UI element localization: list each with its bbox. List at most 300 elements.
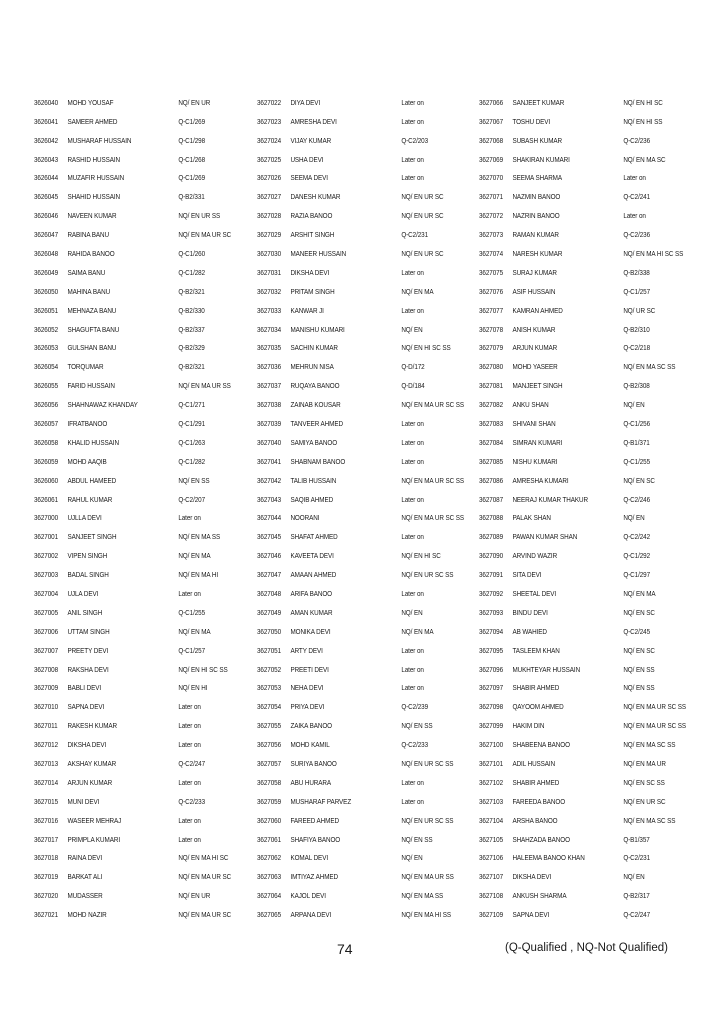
roll-number: 3627089 <box>479 532 504 542</box>
result-status: Q-C2/231 <box>623 853 651 863</box>
result-row <box>34 811 235 830</box>
result-status: Q-C1/268 <box>178 154 206 164</box>
result-row <box>479 301 680 320</box>
result-column-3 <box>479 93 707 924</box>
candidate-name: MOHD AAQIB <box>67 456 107 466</box>
result-row <box>34 93 235 112</box>
candidate-name: MUNI DEVI <box>67 796 100 806</box>
candidate-name: AMAN KUMAR <box>290 607 333 617</box>
candidate-name: SANJEET SINGH <box>67 532 117 542</box>
candidate-name: SURIYA BANOO <box>290 759 337 769</box>
candidate-name: PALAK SHAN <box>512 513 551 523</box>
roll-number: 3627071 <box>479 192 504 202</box>
result-column-1 <box>34 93 262 924</box>
result-row <box>479 849 680 868</box>
result-status: NQ/ EN HI SC SS <box>178 664 228 674</box>
candidate-name: RASHID HUSSAIN <box>67 154 120 164</box>
result-row <box>34 830 235 849</box>
result-status: Later on <box>401 645 424 655</box>
candidate-name: ZAINAB KOUSAR <box>290 400 341 410</box>
candidate-name: BINDU DEVI <box>512 607 548 617</box>
candidate-name: SHAKIRAN KUMARI <box>512 154 570 164</box>
result-status: NQ/ EN SC <box>623 645 655 655</box>
candidate-name: MUDASSER <box>67 891 103 901</box>
result-row <box>257 565 458 584</box>
result-status: Q-B2/331 <box>178 192 205 202</box>
candidate-name: TASLEEM KHAN <box>512 645 560 655</box>
roll-number: 3627077 <box>479 305 504 315</box>
result-status: NQ/ EN UR SC <box>401 248 444 258</box>
roll-number: 3627076 <box>479 286 504 296</box>
result-status: NQ/ EN MA SC <box>623 154 666 164</box>
result-row <box>479 679 680 698</box>
roll-number: 3627026 <box>257 173 282 183</box>
result-row <box>34 584 235 603</box>
result-row <box>257 641 458 660</box>
result-row <box>479 339 680 358</box>
result-status: Q-C2/239 <box>401 702 429 712</box>
result-status: NQ/ EN <box>401 853 423 863</box>
result-status: NQ/ EN MA UR SC <box>178 872 232 882</box>
result-status: Q-B2/338 <box>623 267 650 277</box>
candidate-name: PREETY DEVI <box>67 645 109 655</box>
roll-number: 3627002 <box>34 551 59 561</box>
candidate-name: SAIMA BANU <box>67 267 106 277</box>
result-row <box>257 376 458 395</box>
roll-number: 3627048 <box>257 589 282 598</box>
result-status: Q-C2/247 <box>623 910 651 920</box>
roll-number: 3627085 <box>479 456 504 466</box>
candidate-name: ARJUN KUMAR <box>67 777 113 787</box>
result-row <box>479 225 680 244</box>
roll-number: 3627104 <box>479 815 504 825</box>
roll-number: 3627094 <box>479 626 504 636</box>
roll-number: 3627054 <box>257 702 282 712</box>
roll-number: 3627072 <box>479 211 504 221</box>
result-row <box>257 868 458 887</box>
candidate-name: RAMAN KUMAR <box>512 230 559 240</box>
roll-number: 3627023 <box>257 116 282 126</box>
roll-number: 3627016 <box>34 815 59 825</box>
result-status: NQ/ EN MA UR SC SS <box>623 721 687 731</box>
result-row <box>257 452 458 471</box>
roll-number: 3627018 <box>34 853 59 863</box>
result-status: Later on <box>178 702 201 712</box>
roll-number: 3626045 <box>34 192 59 202</box>
result-row <box>479 546 680 565</box>
roll-number: 3627021 <box>34 910 59 920</box>
roll-number: 3627059 <box>257 796 282 806</box>
result-row <box>257 244 458 263</box>
result-status: Q-C2/246 <box>623 494 651 504</box>
result-row <box>34 735 235 754</box>
roll-number: 3627061 <box>257 834 282 844</box>
result-status: Q-C2/233 <box>401 740 429 750</box>
result-row <box>257 131 458 150</box>
candidate-name: DIKSHA DEVI <box>67 740 107 750</box>
result-row <box>479 660 680 679</box>
candidate-name: TORQUMAR <box>67 362 104 372</box>
result-row <box>479 868 680 887</box>
roll-number: 3627007 <box>34 645 59 655</box>
result-row <box>34 868 235 887</box>
result-status: Later on <box>401 97 424 107</box>
candidate-name: AMRESHA DEVI <box>290 116 337 126</box>
roll-number: 3627042 <box>257 475 282 485</box>
result-status: Later on <box>178 513 201 523</box>
result-status: Q-C2/242 <box>623 532 651 542</box>
result-row <box>479 509 680 528</box>
candidate-name: ANISH KUMAR <box>512 324 556 334</box>
result-status: Q-C1/263 <box>178 437 206 447</box>
roll-number: 3627078 <box>479 324 504 334</box>
roll-number: 3627001 <box>34 532 59 542</box>
candidate-name: ZAIKA BANOO <box>290 721 333 731</box>
candidate-name: UTTAM SINGH <box>67 626 110 636</box>
result-status: Q-C1/269 <box>178 173 206 183</box>
roll-number: 3627057 <box>257 759 282 769</box>
candidate-name: MOHD KAMIL <box>290 740 330 750</box>
candidate-name: MOHD YASEER <box>512 362 558 372</box>
result-row <box>479 716 687 735</box>
result-row <box>257 225 458 244</box>
candidate-name: TALIB HUSSAIN <box>290 475 337 485</box>
result-row <box>257 150 458 169</box>
result-row <box>257 282 458 301</box>
roll-number: 3627097 <box>479 683 504 693</box>
result-row <box>257 698 458 717</box>
candidate-name: ARPANA DEVI <box>290 910 332 920</box>
roll-number: 3627058 <box>257 777 282 787</box>
roll-number: 3627003 <box>34 570 59 580</box>
roll-number: 3627063 <box>257 872 282 882</box>
result-row <box>34 716 235 735</box>
result-row <box>479 905 680 924</box>
candidate-name: PAWAN KUMAR SHAN <box>512 532 578 542</box>
result-row <box>257 546 458 565</box>
result-status: NQ/ EN <box>623 400 645 410</box>
candidate-name: RAKSHA DEVI <box>67 664 109 674</box>
result-status: Q-C1/282 <box>178 456 206 466</box>
candidate-name: MEHRUN NISA <box>290 362 334 372</box>
result-status: Q-C2/236 <box>623 230 651 240</box>
result-row <box>257 471 465 490</box>
result-status: Later on <box>178 740 201 750</box>
roll-number: 3626040 <box>34 97 59 107</box>
candidate-name: PRIMPLA KUMARI <box>67 834 120 844</box>
candidate-name: DIKSHA DEVI <box>290 267 330 277</box>
result-status: Q-C1/298 <box>178 135 206 145</box>
result-row <box>34 357 235 376</box>
candidate-name: MUZAFIR HUSSAIN <box>67 173 125 183</box>
result-row <box>34 698 235 717</box>
candidate-name: SACHIN KUMAR <box>290 343 338 353</box>
result-row <box>479 395 680 414</box>
result-status: Later on <box>401 305 424 315</box>
candidate-name: SEEMA DEVI <box>290 173 328 183</box>
candidate-name: UJLA DEVI <box>67 589 99 598</box>
candidate-name: ADIL HUSSAIN <box>512 759 556 769</box>
roll-number: 3627080 <box>479 362 504 372</box>
result-row <box>257 735 458 754</box>
result-row <box>479 792 680 811</box>
candidate-name: RAINA DEVI <box>67 853 103 863</box>
candidate-name: SHAFIYA BANOO <box>290 834 341 844</box>
result-status: Q-B1/371 <box>623 437 650 447</box>
result-status: NQ/ EN HI SC SS <box>401 343 451 353</box>
roll-number: 3627079 <box>479 343 504 353</box>
result-status: NQ/ EN HI SC <box>623 97 663 107</box>
roll-number: 3627088 <box>479 513 504 523</box>
roll-number: 3627109 <box>479 910 504 920</box>
result-status: NQ/ EN MA UR SS <box>178 381 231 391</box>
result-status: Later on <box>401 116 424 126</box>
result-status: NQ/ EN UR SC SS <box>401 759 454 769</box>
candidate-name: ANIL SINGH <box>67 607 103 617</box>
candidate-name: WASEER MEHRAJ <box>67 815 122 825</box>
result-status: NQ/ EN MA <box>178 626 211 636</box>
result-status: NQ/ EN SC SS <box>623 777 665 787</box>
candidate-name: DIKSHA DEVI <box>512 872 552 882</box>
result-row <box>257 716 458 735</box>
roll-number: 3627068 <box>479 135 504 145</box>
candidate-name: NARESH KUMAR <box>512 248 563 258</box>
candidate-name: SHAGUFTA BANU <box>67 324 120 334</box>
result-status: Later on <box>178 834 201 844</box>
candidate-name: BARKAT ALI <box>67 872 103 882</box>
candidate-name: NEERAJ KUMAR THAKUR <box>512 494 588 504</box>
roll-number: 3627098 <box>479 702 504 712</box>
result-row <box>34 301 235 320</box>
result-row <box>34 225 235 244</box>
roll-number: 3626046 <box>34 211 59 221</box>
roll-number: 3627084 <box>479 437 504 447</box>
roll-number: 3626054 <box>34 362 59 372</box>
result-status: NQ/ EN UR SS <box>178 211 221 221</box>
candidate-name: RAHIDA BANOO <box>67 248 115 258</box>
candidate-name: FAREED AHMED <box>290 815 339 825</box>
result-status: NQ/ EN MA HI <box>178 570 219 580</box>
roll-number: 3627024 <box>257 135 282 145</box>
roll-number: 3626048 <box>34 248 59 258</box>
result-row <box>34 773 235 792</box>
result-row <box>257 660 458 679</box>
result-status: NQ/ EN SC <box>623 607 655 617</box>
result-row <box>479 452 680 471</box>
result-row <box>257 509 465 528</box>
result-row <box>34 187 235 206</box>
result-row <box>34 849 235 868</box>
result-status: Q-C2/203 <box>401 135 429 145</box>
roll-number: 3627028 <box>257 211 282 221</box>
result-row <box>479 93 680 112</box>
result-row <box>479 490 680 509</box>
result-status: NQ/ EN <box>401 324 423 334</box>
candidate-name: HAKIM DIN <box>512 721 545 731</box>
result-row <box>257 433 458 452</box>
result-status: NQ/ EN MA HI SC SS <box>623 248 684 258</box>
result-row <box>479 811 680 830</box>
result-status: Later on <box>401 418 424 428</box>
result-row <box>34 622 235 641</box>
candidate-name: KANWAR JI <box>290 305 324 315</box>
result-status: Later on <box>178 815 201 825</box>
roll-number: 3627064 <box>257 891 282 901</box>
roll-number: 3627066 <box>479 97 504 107</box>
roll-number: 3627033 <box>257 305 282 315</box>
candidate-name: ASIF HUSSAIN <box>512 286 556 296</box>
roll-number: 3627074 <box>479 248 504 258</box>
candidate-name: TANVEER AHMED <box>290 418 343 428</box>
result-row <box>257 584 458 603</box>
result-status: NQ/ EN UR SC SS <box>401 570 454 580</box>
result-status: Q-C2/236 <box>623 135 651 145</box>
candidate-name: RAKESH KUMAR <box>67 721 117 731</box>
result-status: Q-C1/255 <box>178 607 206 617</box>
result-row <box>257 622 458 641</box>
result-status: Q-B2/321 <box>178 362 205 372</box>
result-status: Later on <box>178 777 201 787</box>
candidate-name: SHABNAM BANOO <box>290 456 346 466</box>
result-row <box>34 679 235 698</box>
result-status: NQ/ EN MA <box>401 626 434 636</box>
roll-number: 3627090 <box>479 551 504 561</box>
result-status: NQ/ EN MA UR SC SS <box>401 400 465 410</box>
candidate-name: KAMRAN AHMED <box>512 305 563 315</box>
roll-number: 3627081 <box>479 381 504 391</box>
result-row <box>257 206 458 225</box>
result-row <box>479 603 680 622</box>
result-row <box>257 490 458 509</box>
candidate-name: IMTIYAZ AHMED <box>290 872 339 882</box>
roll-number: 3627020 <box>34 891 59 901</box>
candidate-name: ARSHA BANOO <box>512 815 558 825</box>
result-row <box>257 320 458 339</box>
result-status: NQ/ EN MA <box>623 589 656 598</box>
candidate-name: BABLI DEVI <box>67 683 102 693</box>
candidate-name: ABDUL HAMEED <box>67 475 117 485</box>
result-status: NQ/ EN MA SC SS <box>623 740 676 750</box>
roll-number: 3627035 <box>257 343 282 353</box>
candidate-name: UJLLA DEVI <box>67 513 102 523</box>
result-status: Q-C1/255 <box>623 456 651 466</box>
result-row <box>34 905 235 924</box>
roll-number: 3627045 <box>257 532 282 542</box>
result-status: Q-C1/256 <box>623 418 651 428</box>
roll-number: 3627100 <box>479 740 504 750</box>
result-status: Q-B2/310 <box>623 324 650 334</box>
result-row <box>479 830 680 849</box>
candidate-name: MUSHARAF PARVEZ <box>290 796 352 806</box>
result-status: Later on <box>401 589 424 598</box>
roll-number: 3627017 <box>34 834 59 844</box>
roll-number: 3626050 <box>34 286 59 296</box>
result-status: NQ/ EN MA HI SC <box>178 853 229 863</box>
result-row <box>479 263 680 282</box>
roll-number: 3627043 <box>257 494 282 504</box>
result-status: NQ/ EN UR SC <box>401 211 444 221</box>
result-status: Later on <box>401 664 424 674</box>
result-status: Q-C1/271 <box>178 400 206 410</box>
result-row <box>257 112 458 131</box>
candidate-name: MUSHARAF HUSSAIN <box>67 135 132 145</box>
candidate-name: FAREEDA BANOO <box>512 796 566 806</box>
roll-number: 3627029 <box>257 230 282 240</box>
candidate-name: MUKHTEYAR HUSSAIN <box>512 664 581 674</box>
roll-number: 3627107 <box>479 872 504 882</box>
candidate-name: RAZIA BANOO <box>290 211 333 221</box>
result-row <box>34 754 235 773</box>
result-status: Later on <box>401 267 424 277</box>
result-row <box>479 433 680 452</box>
candidate-name: SHIVANI SHAN <box>512 418 556 428</box>
result-row <box>479 773 680 792</box>
result-status: NQ/ EN SS <box>623 664 655 674</box>
result-row <box>479 187 680 206</box>
roll-number: 3627046 <box>257 551 282 561</box>
candidate-name: TOSHU DEVI <box>512 116 551 126</box>
result-status: NQ/ EN MA SS <box>401 891 444 901</box>
candidate-name: SAPNA DEVI <box>512 910 550 920</box>
result-status: Q-C1/257 <box>178 645 206 655</box>
result-row <box>34 339 235 358</box>
candidate-name: HALEEMA BANOO KHAN <box>512 853 585 863</box>
roll-number: 3627006 <box>34 626 59 636</box>
result-row <box>34 546 235 565</box>
result-row <box>257 603 458 622</box>
result-status: NQ/ EN SS <box>401 834 433 844</box>
roll-number: 3627047 <box>257 570 282 580</box>
roll-number: 3627070 <box>479 173 504 183</box>
result-row <box>34 320 235 339</box>
result-row <box>34 150 235 169</box>
candidate-name: KHALID HUSSAIN <box>67 437 119 447</box>
result-row <box>34 263 235 282</box>
candidate-name: PRITAM SINGH <box>290 286 335 296</box>
roll-number: 3627051 <box>257 645 282 655</box>
result-status: Q-C2/247 <box>178 759 206 769</box>
candidate-name: SUBASH KUMAR <box>512 135 562 145</box>
result-status: Later on <box>401 173 424 183</box>
result-row <box>257 527 458 546</box>
result-row <box>479 150 680 169</box>
candidate-name: KOMAL DEVI <box>290 853 328 863</box>
result-row <box>34 414 235 433</box>
candidate-name: BADAL SINGH <box>67 570 109 580</box>
result-status: Q-C1/291 <box>178 418 206 428</box>
result-column-2 <box>257 93 485 924</box>
roll-number: 3626061 <box>34 494 59 504</box>
result-status: Q-C1/269 <box>178 116 206 126</box>
result-row <box>257 93 458 112</box>
roll-number: 3627032 <box>257 286 282 296</box>
result-status: Later on <box>401 437 424 447</box>
result-row <box>479 169 680 188</box>
candidate-name: USHA DEVI <box>290 154 324 164</box>
result-status: NQ/ EN MA UR SC <box>178 230 232 240</box>
roll-number: 3626043 <box>34 154 59 164</box>
roll-number: 3627039 <box>257 418 282 428</box>
roll-number: 3627011 <box>34 721 58 731</box>
roll-number: 3627083 <box>479 418 504 428</box>
roll-number: 3627108 <box>479 891 504 901</box>
candidate-name: QAYOOM AHMED <box>512 702 564 712</box>
candidate-name: SHABIR AHMED <box>512 683 560 693</box>
result-status: NQ/ EN <box>401 607 423 617</box>
result-row <box>34 395 235 414</box>
page-number: 74 <box>337 941 353 957</box>
result-row <box>479 622 680 641</box>
